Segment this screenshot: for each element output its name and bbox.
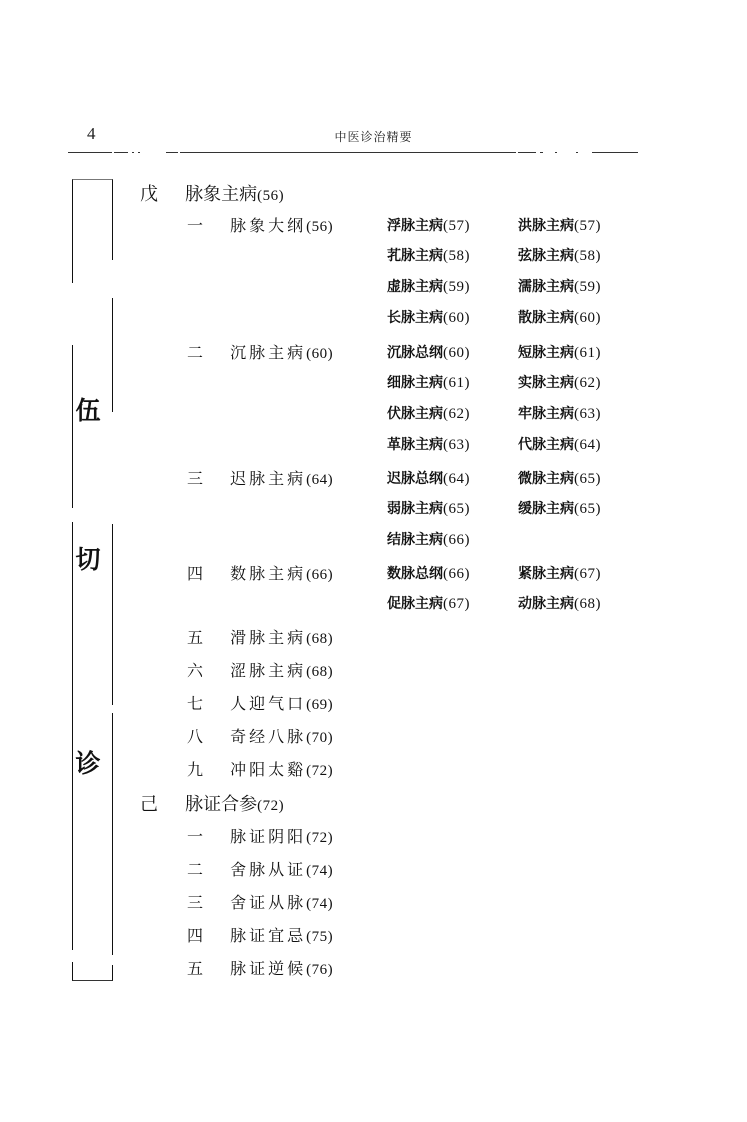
page-ref: (65) xyxy=(443,501,470,517)
page-ref: (68) xyxy=(306,664,334,680)
item-title: 沉脉总纲 xyxy=(387,345,443,361)
toc-item[interactable] xyxy=(187,658,333,681)
toc-subitem[interactable] xyxy=(387,434,470,454)
page-ref: (67) xyxy=(574,566,601,582)
item-mark: 一 xyxy=(187,827,204,846)
item-title: 结脉主病 xyxy=(387,532,443,548)
page-ref: (59) xyxy=(574,279,601,295)
page-ref: (61) xyxy=(574,345,601,361)
toc-subitem[interactable] xyxy=(387,529,470,549)
item-mark: 八 xyxy=(187,727,204,746)
item-title: 芤脉主病 xyxy=(387,248,443,264)
toc-subitem[interactable] xyxy=(518,372,601,392)
side-tab-char-5: 伍 xyxy=(75,396,101,425)
item-title: 散脉主病 xyxy=(518,310,574,326)
page-ref: (58) xyxy=(443,248,470,264)
item-title: 实脉主病 xyxy=(518,375,574,391)
page-ref: (68) xyxy=(574,596,601,612)
page-ref: (61) xyxy=(443,375,470,391)
toc-item[interactable] xyxy=(187,561,333,584)
page-ref: (64) xyxy=(443,471,470,487)
section-mark: 戊 xyxy=(140,184,158,205)
toc-item[interactable] xyxy=(187,340,333,363)
item-title: 缓脉主病 xyxy=(518,501,574,517)
toc-item[interactable] xyxy=(187,890,333,913)
toc-subitem[interactable] xyxy=(518,434,601,454)
toc-subitem[interactable] xyxy=(387,245,470,265)
toc-item[interactable] xyxy=(187,956,333,979)
item-title: 舍脉从证 xyxy=(230,860,307,879)
page-ref: (60) xyxy=(306,346,334,362)
page-number: 4 xyxy=(87,124,96,143)
toc-item[interactable] xyxy=(187,757,333,780)
chapter-side-tab xyxy=(72,179,113,981)
item-title: 数脉主病 xyxy=(230,564,307,583)
toc-subitem[interactable] xyxy=(518,342,601,362)
item-title: 濡脉主病 xyxy=(518,279,574,295)
item-title: 舍证从脉 xyxy=(230,893,307,912)
item-title: 迟脉总纲 xyxy=(387,471,443,487)
page-ref: (62) xyxy=(443,406,470,422)
item-mark: 五 xyxy=(187,959,204,978)
item-title: 虚脉主病 xyxy=(387,279,443,295)
toc-subitem[interactable] xyxy=(518,498,601,518)
item-title: 脉象大纲 xyxy=(230,216,307,235)
page-ref: (62) xyxy=(574,375,601,391)
page-ref: (64) xyxy=(306,472,334,488)
page-ref: (60) xyxy=(443,345,470,361)
item-title: 沉脉主病 xyxy=(230,343,307,362)
item-title: 奇经八脉 xyxy=(230,727,307,746)
toc-subitem[interactable] xyxy=(387,307,470,327)
running-title: 中医诊治精要 xyxy=(334,130,413,144)
item-title: 洪脉主病 xyxy=(518,218,574,234)
item-title: 涩脉主病 xyxy=(230,661,307,680)
toc-item[interactable] xyxy=(187,691,333,714)
toc-item[interactable] xyxy=(187,213,333,236)
item-title: 人迎气口 xyxy=(230,694,307,713)
item-title: 浮脉主病 xyxy=(387,218,443,234)
item-title: 弱脉主病 xyxy=(387,501,443,517)
page-ref: (72) xyxy=(257,798,285,814)
toc-subitem[interactable] xyxy=(387,215,470,235)
item-title: 促脉主病 xyxy=(387,596,443,612)
item-mark: 七 xyxy=(187,694,204,713)
toc-subitem[interactable] xyxy=(518,593,601,613)
item-mark: 九 xyxy=(187,760,204,779)
item-title: 迟脉主病 xyxy=(230,469,307,488)
toc-section-ji[interactable] xyxy=(140,790,284,816)
item-mark: 二 xyxy=(187,343,204,362)
page-ref: (65) xyxy=(574,471,601,487)
page-ref: (65) xyxy=(574,501,601,517)
page-ref: (63) xyxy=(574,406,601,422)
side-tab-char-qie: 切 xyxy=(75,545,101,574)
page-ref: (72) xyxy=(306,763,334,779)
section-title: 脉证合参 xyxy=(185,794,258,815)
page-ref: (60) xyxy=(443,310,470,326)
page-ref: (66) xyxy=(443,532,470,548)
item-title: 冲阳太谿 xyxy=(230,760,307,779)
page-ref: (57) xyxy=(443,218,470,234)
toc-subitem[interactable] xyxy=(518,276,601,296)
item-mark: 三 xyxy=(187,469,204,488)
page-ref: (64) xyxy=(574,437,601,453)
page-ref: (74) xyxy=(306,896,334,912)
page-ref: (56) xyxy=(257,188,285,204)
item-mark: 五 xyxy=(187,628,204,647)
toc-subitem[interactable] xyxy=(518,563,601,583)
item-title: 短脉主病 xyxy=(518,345,574,361)
page-ref: (68) xyxy=(306,631,334,647)
toc-subitem[interactable] xyxy=(518,468,601,488)
item-mark: 二 xyxy=(187,860,204,879)
item-mark: 六 xyxy=(187,661,204,680)
item-title: 细脉主病 xyxy=(387,375,443,391)
toc-subitem[interactable] xyxy=(387,403,470,423)
page-ref: (66) xyxy=(306,567,334,583)
toc-subitem[interactable] xyxy=(387,372,470,392)
toc-subitem[interactable] xyxy=(387,342,470,362)
item-mark: 四 xyxy=(187,564,204,583)
toc-item[interactable] xyxy=(187,923,333,946)
page-ref: (57) xyxy=(574,218,601,234)
page-ref: (66) xyxy=(443,566,470,582)
page-ref: (63) xyxy=(443,437,470,453)
toc-subitem[interactable] xyxy=(387,468,470,488)
page-ref: (67) xyxy=(443,596,470,612)
page-ref: (72) xyxy=(306,830,334,846)
toc-item[interactable] xyxy=(187,857,333,880)
item-title: 伏脉主病 xyxy=(387,406,443,422)
toc-subitem[interactable] xyxy=(518,245,601,265)
item-mark: 四 xyxy=(187,926,204,945)
page-ref: (59) xyxy=(443,279,470,295)
page-ref: (70) xyxy=(306,730,334,746)
page-ref: (69) xyxy=(306,697,334,713)
page-ref: (74) xyxy=(306,863,334,879)
item-title: 滑脉主病 xyxy=(230,628,307,647)
item-title: 微脉主病 xyxy=(518,471,574,487)
item-title: 数脉总纲 xyxy=(387,566,443,582)
toc-subitem[interactable] xyxy=(387,498,470,518)
toc-item[interactable] xyxy=(187,625,333,648)
toc-subitem[interactable] xyxy=(387,593,470,613)
toc-subitem[interactable] xyxy=(518,403,601,423)
page-ref: (75) xyxy=(306,929,334,945)
item-mark: 一 xyxy=(187,216,204,235)
item-title: 长脉主病 xyxy=(387,310,443,326)
toc-subitem[interactable] xyxy=(387,276,470,296)
side-tab-char-zhen: 诊 xyxy=(75,749,101,778)
toc-subitem[interactable] xyxy=(518,307,601,327)
page-ref: (58) xyxy=(574,248,601,264)
toc-item[interactable] xyxy=(187,824,333,847)
section-mark: 己 xyxy=(140,794,158,815)
item-title: 脉证逆候 xyxy=(230,959,307,978)
item-title: 革脉主病 xyxy=(387,437,443,453)
toc-item[interactable] xyxy=(187,724,333,747)
toc-subitem[interactable] xyxy=(387,563,470,583)
page-ref: (56) xyxy=(306,219,334,235)
section-title: 脉象主病 xyxy=(185,184,258,205)
page-ref: (60) xyxy=(574,310,601,326)
toc-section-wu[interactable] xyxy=(140,180,284,206)
item-title: 紧脉主病 xyxy=(518,566,574,582)
item-title: 牢脉主病 xyxy=(518,406,574,422)
item-title: 脉证宜忌 xyxy=(230,926,307,945)
item-mark: 三 xyxy=(187,893,204,912)
item-title: 代脉主病 xyxy=(518,437,574,453)
item-title: 动脉主病 xyxy=(518,596,574,612)
item-title: 脉证阴阳 xyxy=(230,827,307,846)
toc-subitem[interactable] xyxy=(518,215,601,235)
item-title: 弦脉主病 xyxy=(518,248,574,264)
toc-item[interactable] xyxy=(187,466,333,489)
page-ref: (76) xyxy=(306,962,334,978)
